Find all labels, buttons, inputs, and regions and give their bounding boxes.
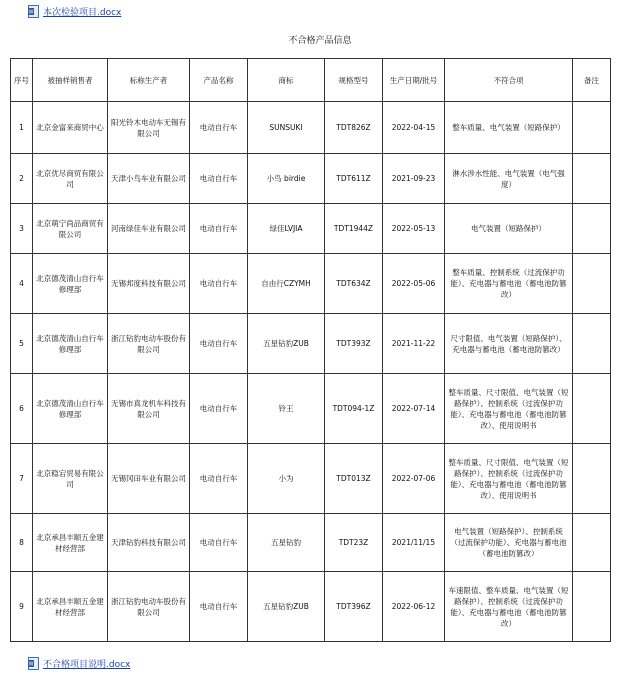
table-cell xyxy=(573,102,611,154)
table-row xyxy=(11,314,611,374)
table-cell: 2021-11-22 xyxy=(383,314,445,374)
table-cell: TDT393Z xyxy=(325,314,383,374)
table-cell: TDT1944Z xyxy=(325,204,383,254)
attachment-inspection-items[interactable] xyxy=(28,3,121,19)
table-cell: 北京承昌丰顺五金建材经营部 xyxy=(33,514,108,572)
table-cell: 浙江钻豹电动车股份有限公司 xyxy=(108,314,190,374)
table-cell: 北京德茂清山自行车修理部 xyxy=(33,314,108,374)
table-cell: 2 xyxy=(11,154,33,204)
table-cell: 北京承昌丰顺五金建材经营部 xyxy=(33,572,108,642)
table-row xyxy=(11,444,611,514)
table-cell: 电动自行车 xyxy=(190,444,248,514)
table-cell: 2022-05-06 xyxy=(383,254,445,314)
table-cell: 4 xyxy=(11,254,33,314)
table-cell: 北京德茂清山自行车修理部 xyxy=(33,254,108,314)
table-title: 不合格产品信息 xyxy=(288,36,352,46)
table-header-row xyxy=(11,59,611,102)
table-row xyxy=(11,572,611,642)
word-document-icon xyxy=(28,5,39,18)
table-cell xyxy=(573,374,611,444)
table-cell: 电气装置（短路保护） xyxy=(445,204,573,254)
table-cell: 2022-06-12 xyxy=(383,572,445,642)
table-cell xyxy=(573,154,611,204)
table-cell: 6 xyxy=(11,374,33,444)
header-cell: 不符合项 xyxy=(445,59,573,102)
table-cell: 五星钻豹 xyxy=(248,514,325,572)
table-cell: 电动自行车 xyxy=(190,314,248,374)
table-row xyxy=(11,514,611,572)
table-cell: 1 xyxy=(11,102,33,154)
table-cell: 北京优尽商贸有限公司 xyxy=(33,154,108,204)
word-document-icon xyxy=(28,657,39,670)
table-cell: 电动自行车 xyxy=(190,514,248,572)
table-cell: 8 xyxy=(11,514,33,572)
table-cell: TDT013Z xyxy=(325,444,383,514)
table-cell: 电动自行车 xyxy=(190,374,248,444)
table-cell: 阳光铃木电动车无锡有限公司 xyxy=(108,102,190,154)
table-cell: SUNSUKI xyxy=(248,102,325,154)
table-cell: 整车质量、电气装置（短路保护） xyxy=(445,102,573,154)
table-row xyxy=(11,374,611,444)
nonconforming-products-table xyxy=(10,58,611,642)
table-cell xyxy=(573,444,611,514)
table-cell: 2022-05-13 xyxy=(383,204,445,254)
header-cell: 产品名称 xyxy=(190,59,248,102)
table-cell: TDT396Z xyxy=(325,572,383,642)
table-cell: 北京稳宕贸易有限公司 xyxy=(33,444,108,514)
table-cell: 天津钻豹科技有限公司 xyxy=(108,514,190,572)
table-cell xyxy=(573,204,611,254)
table-cell: 2022-07-06 xyxy=(383,444,445,514)
table-cell: 车速限值、整车质量、电气装置（短路保护）、控制系统（过流保护功能）、充电器与蓄电池（蓄电池防篡改） xyxy=(445,572,573,642)
attachment-link[interactable]: 不合格项目说明.docx xyxy=(43,659,131,670)
table-cell: 无锡市真龙机车科技有限公司 xyxy=(108,374,190,444)
table-cell: 尺寸限值、电气装置（短路保护）、充电器与蓄电池（蓄电池防篡改） xyxy=(445,314,573,374)
table-cell: 北京萌宁尚品商贸有限公司 xyxy=(33,204,108,254)
table-cell: 电动自行车 xyxy=(190,154,248,204)
table-cell: 淋水涉水性能、电气装置（电气强度） xyxy=(445,154,573,204)
table-row xyxy=(11,254,611,314)
svg-text:W: W xyxy=(28,9,34,16)
table-cell: 北京金富来商贸中心 xyxy=(33,102,108,154)
svg-text:W: W xyxy=(28,661,34,668)
table-cell: 河南绿佳车业有限公司 xyxy=(108,204,190,254)
table-cell: TDT23Z xyxy=(325,514,383,572)
table-cell: 电动自行车 xyxy=(190,204,248,254)
header-cell: 规格型号 xyxy=(325,59,383,102)
header-cell: 商标 xyxy=(248,59,325,102)
table-cell xyxy=(573,572,611,642)
table-cell xyxy=(573,314,611,374)
table-cell: 5 xyxy=(11,314,33,374)
table-cell: TDT634Z xyxy=(325,254,383,314)
header-cell: 生产日期/批号 xyxy=(383,59,445,102)
table-cell xyxy=(573,254,611,314)
header-cell: 标称生产者 xyxy=(108,59,190,102)
table-cell: 小为 xyxy=(248,444,325,514)
table-cell: 浙江钻豹电动车股份有限公司 xyxy=(108,572,190,642)
table-cell: TDT826Z xyxy=(325,102,383,154)
table-cell: 小鸟 birdie xyxy=(248,154,325,204)
header-cell: 被抽样销售者 xyxy=(33,59,108,102)
table-cell: 天津小鸟车业有限公司 xyxy=(108,154,190,204)
table-cell: 电动自行车 xyxy=(190,572,248,642)
table-cell: 无锡邦度科技有限公司 xyxy=(108,254,190,314)
table-cell: 3 xyxy=(11,204,33,254)
table-cell: TDT611Z xyxy=(325,154,383,204)
table-cell: 电动自行车 xyxy=(190,254,248,314)
table-cell: 五星钻豹ZUB xyxy=(248,572,325,642)
table-row xyxy=(11,154,611,204)
table-cell: 电动自行车 xyxy=(190,102,248,154)
header-cell: 序号 xyxy=(11,59,33,102)
table-cell: 2021/11/15 xyxy=(383,514,445,572)
table-cell: 整车质量、控制系统（过流保护功能）、充电器与蓄电池（蓄电池防篡改） xyxy=(445,254,573,314)
table-cell: 铃王 xyxy=(248,374,325,444)
attachment-link[interactable]: 本次检验项目.docx xyxy=(43,7,122,18)
table-row xyxy=(11,102,611,154)
table-cell: 9 xyxy=(11,572,33,642)
header-cell: 备注 xyxy=(573,59,611,102)
table-cell: 2022-07-14 xyxy=(383,374,445,444)
table-cell xyxy=(573,514,611,572)
table-cell: 7 xyxy=(11,444,33,514)
table-cell: 绿佳LVJIA xyxy=(248,204,325,254)
table-cell: 五星钻豹ZUB xyxy=(248,314,325,374)
table-cell: TDT094-1Z xyxy=(325,374,383,444)
table-cell: 整车质量、尺寸限值、电气装置（短路保护）、控制系统（过流保护功能）、充电器与蓄电池（蓄电池防篡改）、使用说明书 xyxy=(445,444,573,514)
table-row xyxy=(11,204,611,254)
attachment-nonconforming-explanation[interactable] xyxy=(28,655,130,671)
table-cell: 2021-09-23 xyxy=(383,154,445,204)
table-cell: 整车质量、尺寸限值、电气装置（短路保护）、控制系统（过流保护功能）、充电器与蓄电池（蓄电池防篡改）、使用说明书 xyxy=(445,374,573,444)
table-cell: 2022-04-15 xyxy=(383,102,445,154)
table-cell: 自由行CZYMH xyxy=(248,254,325,314)
table-cell: 无锡冈田车业有限公司 xyxy=(108,444,190,514)
table-cell: 电气装置（短路保护）、控制系统（过流保护功能）、充电器与蓄电池（蓄电池防篡改） xyxy=(445,514,573,572)
table-cell: 北京德茂清山自行车修理部 xyxy=(33,374,108,444)
